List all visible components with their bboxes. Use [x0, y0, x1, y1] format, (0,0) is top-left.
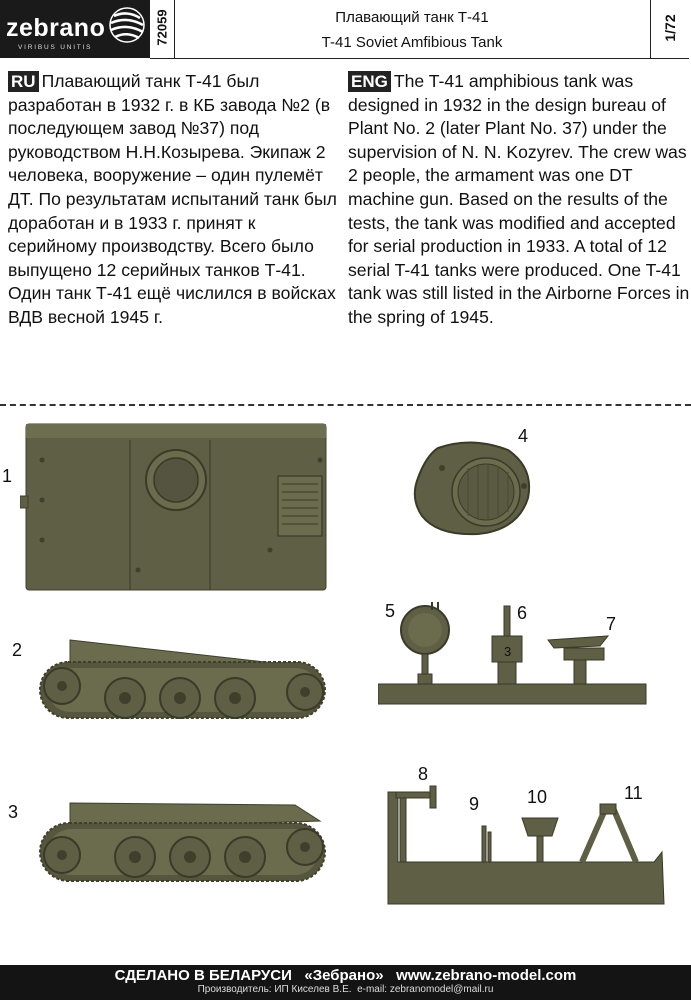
- zebra-stripes-icon: [108, 6, 146, 44]
- part-number-7: 7: [606, 614, 617, 634]
- sprue-parts-8-11: [382, 782, 670, 910]
- part-1-hull-top: [20, 420, 332, 594]
- footer: [0, 965, 691, 1000]
- part-number-1: 1: [2, 466, 13, 486]
- part-number-2: 2: [12, 640, 23, 660]
- sku-box: [150, 0, 175, 59]
- part-number-5: 5: [385, 601, 396, 621]
- lang-tag-ru: RU: [8, 71, 39, 92]
- header: [0, 0, 691, 62]
- english-description: [348, 70, 690, 330]
- part-2-track-side: [30, 628, 332, 728]
- title-box: [174, 0, 650, 59]
- part-number-11: 11: [624, 783, 643, 803]
- scale-box: [650, 0, 689, 59]
- part-6-inner-number: 3: [504, 644, 512, 659]
- title-english: T-41 Soviet Amfibious Tank: [321, 34, 503, 51]
- part-number-3: 3: [8, 802, 19, 822]
- part-number-8: 8: [418, 764, 429, 784]
- brand-name: zebrano: [6, 14, 106, 42]
- part-number-9: 9: [469, 794, 480, 814]
- part-number-10: 10: [527, 787, 548, 807]
- brand-tagline: VIRIBUS UNITIS: [18, 44, 93, 51]
- sprue-parts-5-6-7: [378, 596, 648, 706]
- scale-label: 1/72: [662, 14, 678, 42]
- brand-logo: [0, 0, 150, 58]
- footer-manufacturer-line: Производитель: ИП Киселев В.Е. e-mail: zebranomodel@mail.ru: [197, 984, 494, 995]
- part-number-4: 4: [518, 426, 529, 446]
- dashed-separator: [0, 404, 691, 406]
- part-4-turret: [408, 438, 536, 538]
- sku-number: 72059: [154, 9, 170, 46]
- title-russian: Плавающий танк Т-41: [335, 9, 489, 26]
- lang-tag-en: ENG: [348, 71, 391, 92]
- russian-description: [8, 70, 340, 330]
- part-number-6: 6: [517, 603, 528, 623]
- russian-text: Плавающий танк Т-41 был разработан в 1932 г. в КБ завода №2 (в последующем завод №37) под руководством Н.Н.Козырева. Экипаж 2 человека, вооружение – один пулемёт ДТ. По результатам испытаний танк был доработан и в 1933 г. принят к серийному производству. Всего было выпущено 12 серийных танков Т-41. Один танк Т-41 ещё числился в войсках ВДВ весной 1945 г.: [8, 71, 337, 327]
- footer-main-line: СДЕЛАНО В БЕЛАРУСИ «Зебрано» www.zebrano-model.com: [114, 967, 577, 984]
- part-3-track-side: [30, 793, 332, 893]
- english-text: The T-41 amphibious tank was designed in 1932 in the design bureau of Plant No. 2 (later Plant No. 37) under the supervision of N. N. Kozyrev. The crew was 2 people, the armament was one DT machine gun. Based on the results of the tests, the tank was modified and accepted for serial production in 1933. A total of 12 serial T-41 tanks were produced. One T-41 tank was still listed in the Airborne Forces in the spring of 1945.: [348, 71, 690, 327]
